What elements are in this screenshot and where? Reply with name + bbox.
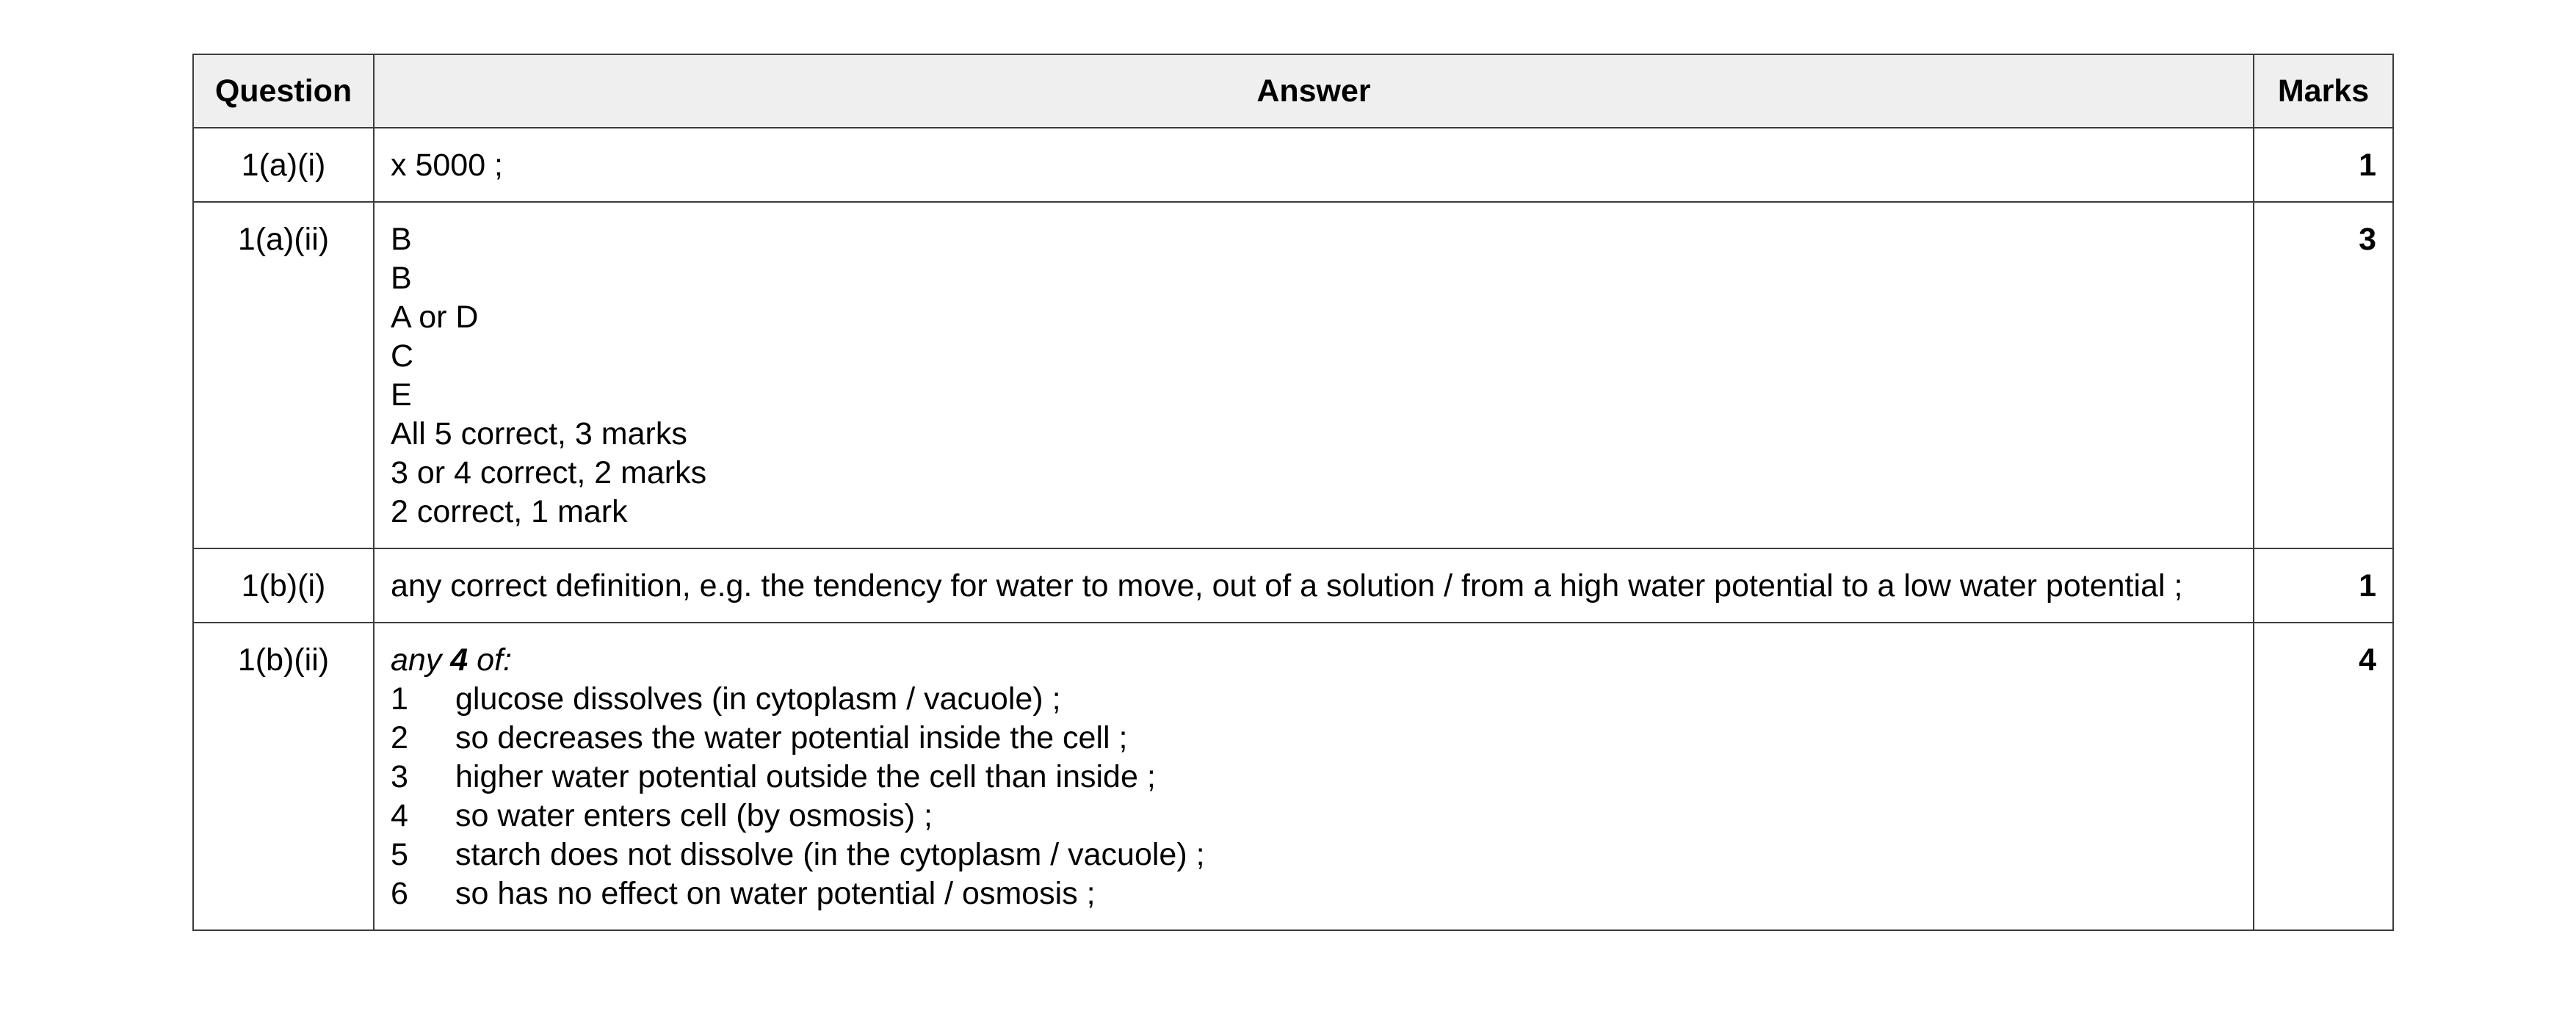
point-number: 5 bbox=[391, 837, 408, 872]
answer-line: A or D bbox=[391, 300, 479, 335]
answer-cell bbox=[374, 128, 2254, 202]
answer-intro bbox=[391, 641, 2238, 680]
question-number: 1(b)(i) bbox=[193, 548, 374, 623]
answer-line: 2 correct, 1 mark bbox=[391, 494, 628, 529]
marking-point bbox=[391, 719, 2238, 758]
point-text: starch does not dissolve (in the cytoplasm / vacuole) ; bbox=[455, 837, 1205, 872]
answer-line: B bbox=[391, 222, 412, 257]
point-text: so has no effect on water potential / osmosis ; bbox=[455, 876, 1096, 911]
question-number: 1(a)(ii) bbox=[193, 202, 374, 548]
answer-cell bbox=[374, 548, 2254, 623]
question-number: 1(a)(i) bbox=[193, 128, 374, 202]
point-number: 1 bbox=[391, 681, 408, 717]
point-text: glucose dissolves (in cytoplasm / vacuole) ; bbox=[455, 681, 1061, 717]
marks-header: Marks bbox=[2254, 54, 2393, 128]
header-row bbox=[193, 54, 2393, 128]
point-number: 3 bbox=[391, 759, 408, 794]
table-row bbox=[193, 128, 2393, 202]
answer-line: x 5000 ; bbox=[391, 148, 503, 183]
marking-point bbox=[391, 836, 2238, 874]
answer-line: E bbox=[391, 377, 412, 413]
point-text: so decreases the water potential inside the cell ; bbox=[455, 720, 1128, 755]
question-header: Question bbox=[193, 54, 374, 128]
question-number: 1(b)(ii) bbox=[193, 623, 374, 930]
intro-after: of: bbox=[468, 642, 512, 678]
answer-header: Answer bbox=[374, 54, 2254, 128]
point-number: 4 bbox=[391, 798, 408, 833]
table-row bbox=[193, 548, 2393, 623]
answer-line: All 5 correct, 3 marks bbox=[391, 416, 687, 452]
point-text: so water enters cell (by osmosis) ; bbox=[455, 798, 933, 833]
intro-count: 4 bbox=[450, 642, 468, 678]
point-number: 6 bbox=[391, 876, 408, 911]
answer-cell bbox=[374, 202, 2254, 548]
marking-point bbox=[391, 874, 2238, 913]
marks-value: 4 bbox=[2254, 623, 2393, 930]
mark-scheme-table bbox=[192, 54, 2394, 931]
answer-line: any correct definition, e.g. the tendency for water to move, out of a solution / from a high water potential to a low water potential ; bbox=[391, 568, 2183, 604]
answer-line: C bbox=[391, 338, 414, 374]
marking-point bbox=[391, 680, 2238, 719]
point-number: 2 bbox=[391, 720, 408, 755]
table-row bbox=[193, 202, 2393, 548]
answer-line: B bbox=[391, 261, 412, 296]
table-row bbox=[193, 623, 2393, 930]
marks-value: 1 bbox=[2254, 548, 2393, 623]
marks-value: 1 bbox=[2254, 128, 2393, 202]
point-text: higher water potential outside the cell than inside ; bbox=[455, 759, 1156, 794]
marking-point bbox=[391, 797, 2238, 836]
marking-point bbox=[391, 758, 2238, 797]
intro-before: any bbox=[391, 642, 451, 678]
answer-cell bbox=[374, 623, 2254, 930]
answer-line: 3 or 4 correct, 2 marks bbox=[391, 455, 707, 490]
marks-value: 3 bbox=[2254, 202, 2393, 548]
